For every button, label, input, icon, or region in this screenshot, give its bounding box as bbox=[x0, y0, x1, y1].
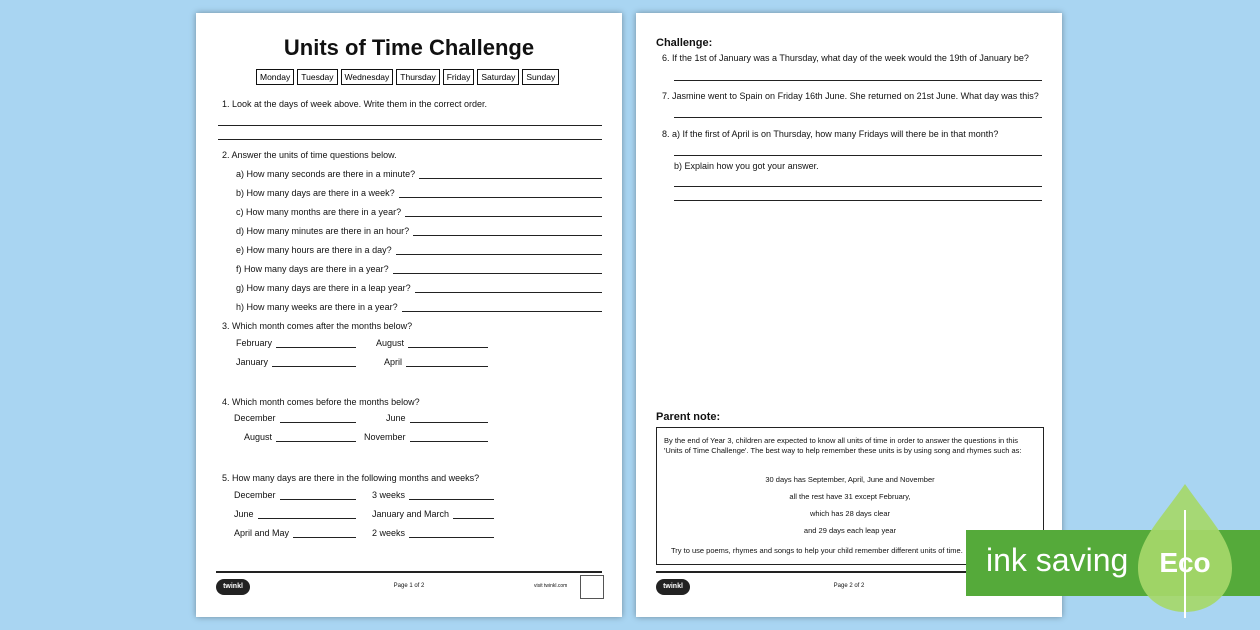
question-7: 7. Jasmine went to Spain on Friday 16th June. She returned on 21st June. What day was this? bbox=[662, 91, 1039, 101]
days-answer[interactable] bbox=[234, 490, 356, 500]
question-label: f) How many days are there in a year? bbox=[236, 264, 389, 274]
month-answer[interactable] bbox=[236, 338, 356, 348]
challenge-heading: Challenge: bbox=[656, 37, 713, 49]
worksheet-page-1 bbox=[196, 13, 622, 617]
day-box: Saturday bbox=[477, 69, 519, 85]
question-2e[interactable] bbox=[236, 245, 602, 255]
month-label: August bbox=[376, 338, 405, 348]
worksheet-page-2 bbox=[636, 13, 1062, 617]
page-number: Page 2 of 2 bbox=[833, 583, 865, 589]
question-2d[interactable] bbox=[236, 226, 602, 236]
answer-line[interactable] bbox=[674, 80, 1042, 81]
day-box: Wednesday bbox=[341, 69, 394, 85]
answer-line[interactable] bbox=[218, 125, 602, 126]
parent-note-text: By the end of Year 3, children are expected to know all units of time in order to answer the questions in this 'Units of Time Challenge'. The best way to help remember these units is by using song and rhymes such as: bbox=[664, 436, 1022, 455]
question-2f[interactable] bbox=[236, 264, 602, 274]
month-answer[interactable] bbox=[364, 432, 488, 442]
day-box: Friday bbox=[443, 69, 475, 85]
question-4: 4. Which month comes before the months below? bbox=[222, 397, 420, 407]
question-label: a) How many seconds are there in a minute? bbox=[236, 169, 416, 179]
question-label: h) How many weeks are there in a year? bbox=[236, 302, 398, 312]
poem-line: and 29 days each leap year bbox=[803, 526, 897, 535]
period-label: December bbox=[234, 490, 276, 500]
month-answer[interactable] bbox=[386, 413, 488, 423]
month-answer[interactable] bbox=[244, 432, 356, 442]
question-2: 2. Answer the units of time questions below. bbox=[222, 150, 397, 160]
poem-line: which has 28 days clear bbox=[809, 509, 891, 518]
visit-link: visit twinkl.com bbox=[534, 583, 568, 589]
banner-text: ink saving bbox=[986, 542, 1129, 578]
day-box: Sunday bbox=[522, 69, 559, 85]
question-label: e) How many hours are there in a day? bbox=[236, 245, 392, 255]
answer-line[interactable] bbox=[674, 186, 1042, 187]
question-label: c) How many months are there in a year? bbox=[236, 207, 402, 217]
answer-line[interactable] bbox=[674, 200, 1042, 201]
question-2c[interactable] bbox=[236, 207, 602, 217]
question-2g[interactable] bbox=[236, 283, 602, 293]
worksheet-title: Units of Time Challenge bbox=[283, 35, 535, 60]
period-label: June bbox=[234, 509, 254, 519]
month-label: December bbox=[234, 413, 276, 423]
month-answer[interactable] bbox=[234, 413, 356, 423]
poem-line: all the rest have 31 except February, bbox=[789, 492, 911, 501]
days-row bbox=[256, 69, 559, 85]
quality-badge-icon bbox=[580, 575, 604, 599]
question-2h[interactable] bbox=[236, 302, 602, 312]
poem-line: 30 days has September, April, June and November bbox=[765, 475, 935, 484]
month-answer[interactable] bbox=[236, 357, 356, 367]
period-label: 3 weeks bbox=[372, 490, 406, 500]
month-answer[interactable] bbox=[376, 338, 488, 348]
month-label: August bbox=[244, 432, 273, 442]
eco-leaf-icon bbox=[1130, 480, 1240, 620]
answer-line[interactable] bbox=[674, 117, 1042, 118]
period-label: 2 weeks bbox=[372, 528, 406, 538]
day-box: Tuesday bbox=[297, 69, 337, 85]
closing-text: Try to use poems, rhymes and songs to help your child remember different units of time. bbox=[671, 546, 963, 555]
month-label: April bbox=[384, 357, 403, 367]
day-box: Monday bbox=[256, 69, 294, 85]
days-answer[interactable] bbox=[372, 490, 494, 500]
question-8b: b) Explain how you got your answer. bbox=[674, 161, 819, 171]
month-label: November bbox=[364, 432, 406, 442]
month-label: January bbox=[236, 357, 269, 367]
question-2b[interactable] bbox=[236, 188, 602, 198]
period-label: April and May bbox=[234, 528, 290, 538]
twinkl-logo: twinkl bbox=[656, 579, 690, 595]
month-label: June bbox=[386, 413, 406, 423]
answer-line[interactable] bbox=[218, 139, 602, 140]
month-answer[interactable] bbox=[384, 357, 488, 367]
twinkl-logo: twinkl bbox=[216, 579, 250, 595]
question-2a[interactable] bbox=[236, 169, 602, 179]
footer-divider bbox=[216, 571, 602, 573]
period-label: January and March bbox=[372, 509, 450, 519]
question-label: g) How many days are there in a leap year? bbox=[236, 283, 411, 293]
month-label: February bbox=[236, 338, 273, 348]
question-6: 6. If the 1st of January was a Thursday, what day of the week would the 19th of January be? bbox=[662, 53, 1029, 63]
days-answer[interactable] bbox=[372, 509, 494, 519]
days-answer[interactable] bbox=[234, 509, 356, 519]
page-number: Page 1 of 2 bbox=[393, 583, 425, 589]
parent-note-heading: Parent note: bbox=[656, 411, 721, 423]
days-answer[interactable] bbox=[372, 528, 494, 538]
question-label: d) How many minutes are there in an hour? bbox=[236, 226, 410, 236]
question-1: 1. Look at the days of week above. Write them in the correct order. bbox=[222, 99, 487, 109]
question-8a: 8. a) If the first of April is on Thursday, how many Fridays will there be in that month? bbox=[662, 129, 999, 139]
eco-label: Eco bbox=[1159, 547, 1211, 578]
days-answer[interactable] bbox=[234, 528, 356, 538]
question-5: 5. How many days are there in the following months and weeks? bbox=[222, 473, 480, 483]
question-label: b) How many days are there in a week? bbox=[236, 188, 395, 198]
day-box: Thursday bbox=[396, 69, 439, 85]
answer-line[interactable] bbox=[674, 155, 1042, 156]
question-3: 3. Which month comes after the months below? bbox=[222, 321, 413, 331]
